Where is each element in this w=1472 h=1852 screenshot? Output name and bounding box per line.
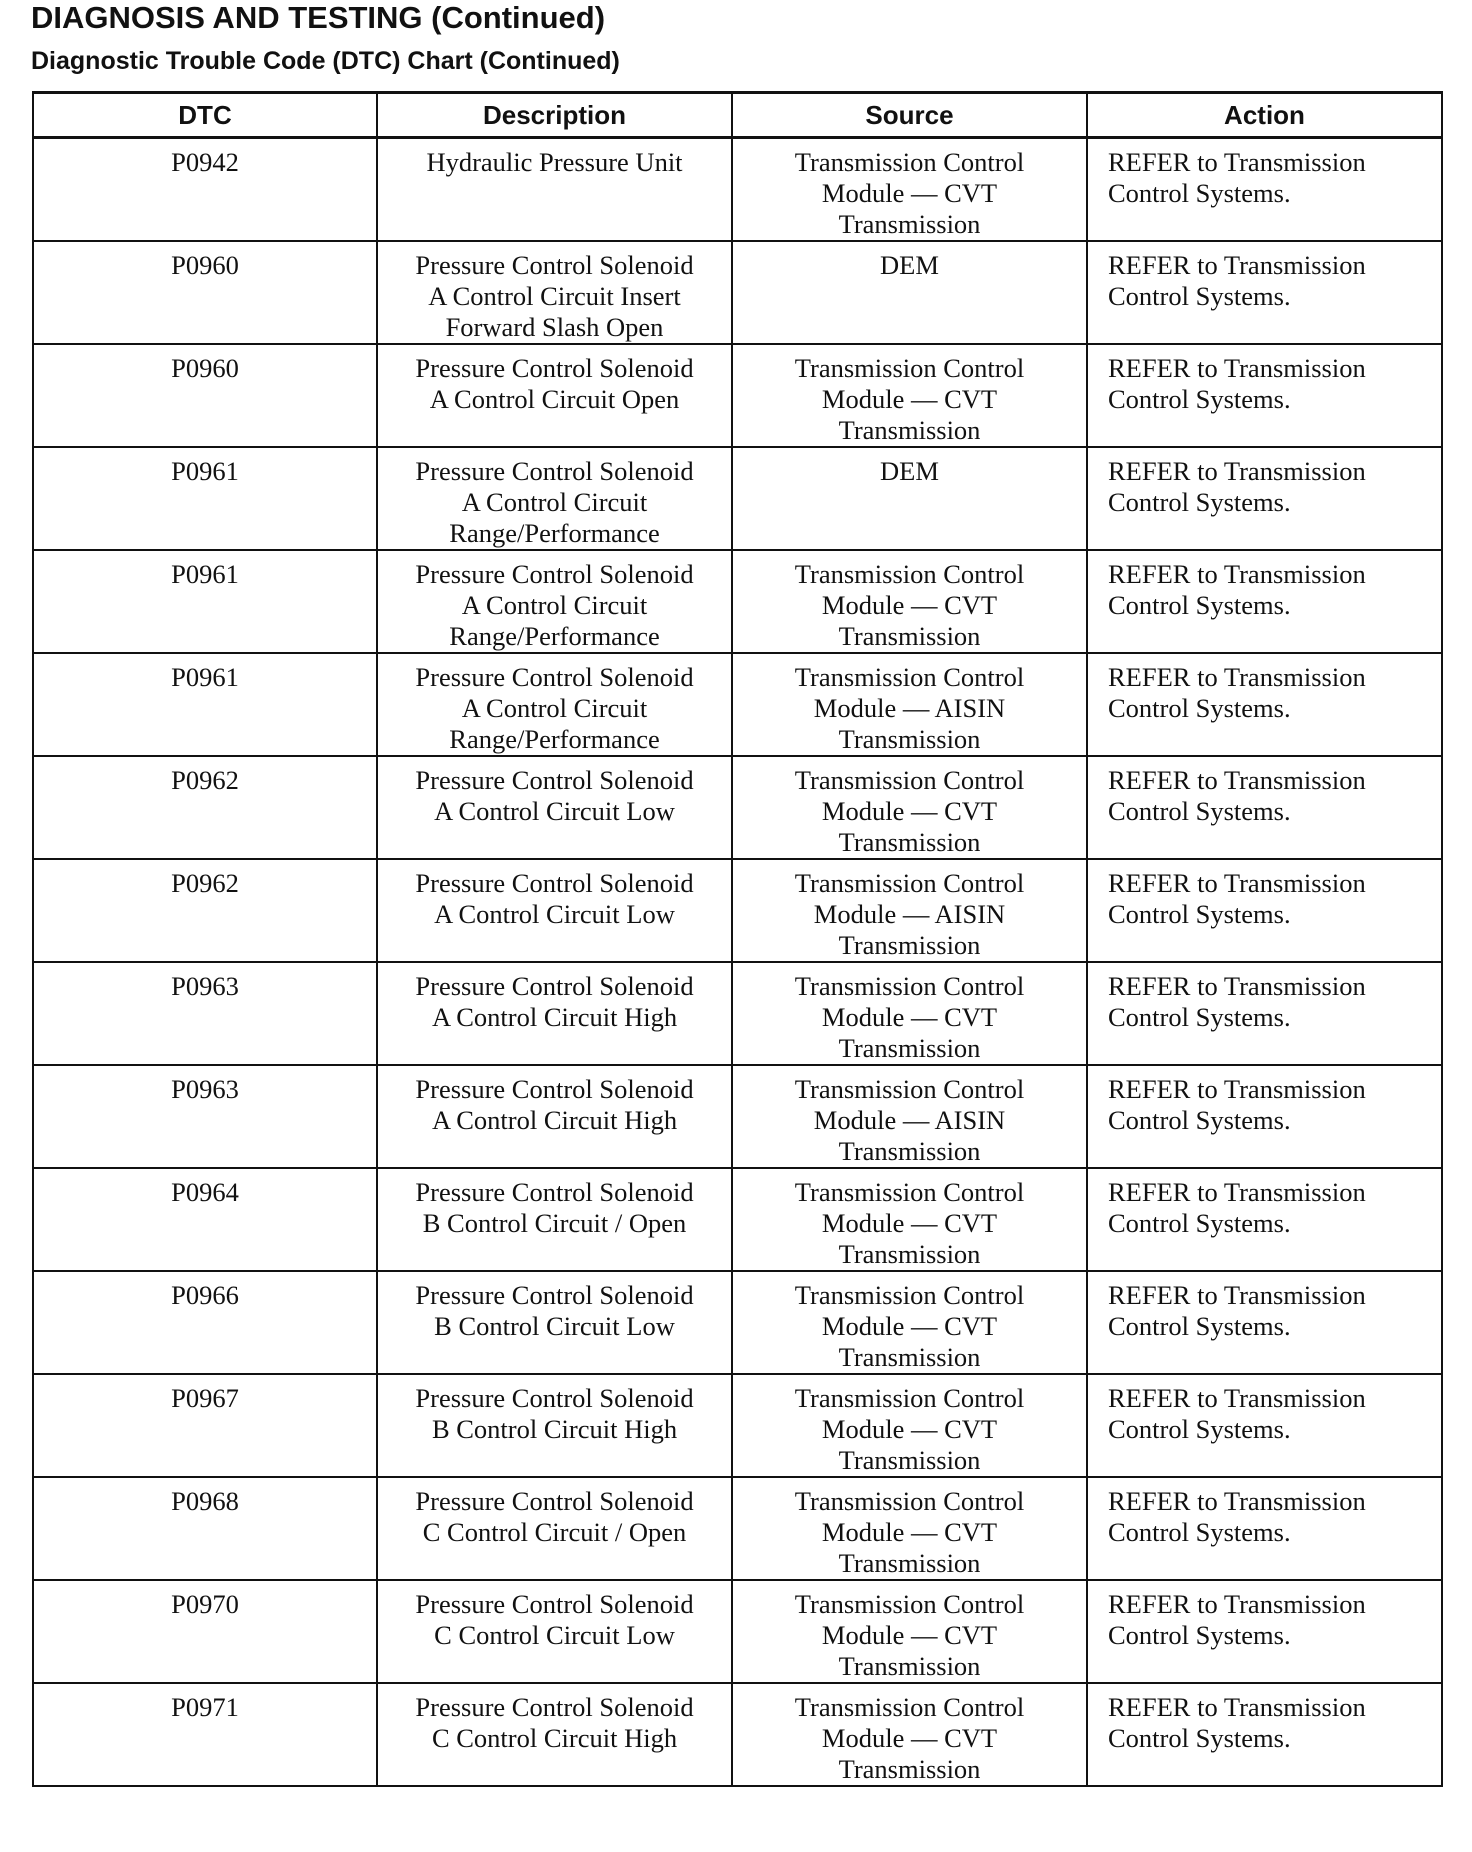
cell-dtc-text: P0961 xyxy=(171,456,239,486)
cell-action xyxy=(1087,550,1442,653)
cell-source xyxy=(732,859,1087,962)
cell-dtc xyxy=(33,1374,377,1477)
cell-source xyxy=(732,1374,1087,1477)
table-row xyxy=(33,138,1442,242)
cell-action-text: REFER to Transmission Control Systems. xyxy=(1108,456,1366,517)
table-row xyxy=(33,241,1442,344)
cell-action-text: REFER to Transmission Control Systems. xyxy=(1108,1177,1366,1238)
cell-action xyxy=(1087,447,1442,550)
column-header-source: Source xyxy=(732,93,1087,138)
cell-dtc xyxy=(33,962,377,1065)
table-header xyxy=(33,93,1442,138)
cell-dtc-text: P0963 xyxy=(171,1074,239,1104)
cell-source xyxy=(732,653,1087,756)
cell-description xyxy=(377,138,732,242)
cell-dtc xyxy=(33,756,377,859)
cell-action xyxy=(1087,859,1442,962)
cell-action-text: REFER to Transmission Control Systems. xyxy=(1108,1692,1366,1753)
cell-action xyxy=(1087,756,1442,859)
cell-description xyxy=(377,859,732,962)
cell-description-text: Pressure Control Solenoid B Control Circuit Low xyxy=(415,1280,694,1341)
cell-description-text: Pressure Control Solenoid A Control Circuit High xyxy=(415,971,694,1032)
cell-action xyxy=(1087,138,1442,242)
cell-action-text: REFER to Transmission Control Systems. xyxy=(1108,1486,1366,1547)
cell-dtc-text: P0961 xyxy=(171,662,239,692)
cell-dtc-text: P0963 xyxy=(171,971,239,1001)
cell-action xyxy=(1087,653,1442,756)
cell-action-text: REFER to Transmission Control Systems. xyxy=(1108,250,1366,311)
cell-source-text: Transmission Control Module — CVT Transmission xyxy=(794,1692,1025,1784)
cell-description-text: Pressure Control Solenoid C Control Circuit Low xyxy=(415,1589,694,1650)
cell-dtc-text: P0962 xyxy=(171,765,239,795)
cell-action xyxy=(1087,344,1442,447)
cell-source-text: Transmission Control Module — CVT Transmission xyxy=(794,147,1025,239)
cell-action xyxy=(1087,241,1442,344)
cell-source xyxy=(732,756,1087,859)
cell-source-text: Transmission Control Module — CVT Transmission xyxy=(794,353,1025,445)
cell-source xyxy=(732,550,1087,653)
column-header-action: Action xyxy=(1087,93,1442,138)
cell-action-text: REFER to Transmission Control Systems. xyxy=(1108,1074,1366,1135)
cell-dtc-text: P0960 xyxy=(171,353,239,383)
table-row xyxy=(33,962,1442,1065)
cell-description-text: Pressure Control Solenoid C Control Circuit High xyxy=(415,1692,694,1753)
cell-source xyxy=(732,241,1087,344)
cell-action-text: REFER to Transmission Control Systems. xyxy=(1108,662,1366,723)
cell-source xyxy=(732,962,1087,1065)
table-row xyxy=(33,1065,1442,1168)
table-row xyxy=(33,447,1442,550)
cell-source xyxy=(732,447,1087,550)
page-title: DIAGNOSIS AND TESTING (Continued) xyxy=(31,0,606,35)
cell-dtc xyxy=(33,138,377,242)
cell-description-text: Hydraulic Pressure Unit xyxy=(426,147,683,177)
cell-source-text: DEM xyxy=(880,250,939,280)
cell-description-text: Pressure Control Solenoid C Control Circuit / Open xyxy=(415,1486,694,1547)
cell-description xyxy=(377,447,732,550)
cell-description-text: Pressure Control Solenoid B Control Circuit / Open xyxy=(415,1177,694,1238)
cell-action-text: REFER to Transmission Control Systems. xyxy=(1108,1589,1366,1650)
cell-source-text: Transmission Control Module — CVT Transmission xyxy=(794,1486,1025,1578)
cell-description-text: Pressure Control Solenoid B Control Circuit High xyxy=(415,1383,694,1444)
cell-dtc-text: P0966 xyxy=(171,1280,239,1310)
table-row xyxy=(33,756,1442,859)
table-row xyxy=(33,550,1442,653)
cell-action xyxy=(1087,1580,1442,1683)
table-row xyxy=(33,1580,1442,1683)
cell-source xyxy=(732,1271,1087,1374)
column-header-description: Description xyxy=(377,93,732,138)
cell-source-text: Transmission Control Module — CVT Transmission xyxy=(794,1383,1025,1475)
cell-dtc xyxy=(33,1683,377,1786)
cell-description xyxy=(377,344,732,447)
cell-action-text: REFER to Transmission Control Systems. xyxy=(1108,1280,1366,1341)
cell-description xyxy=(377,550,732,653)
cell-source xyxy=(732,138,1087,242)
cell-description xyxy=(377,241,732,344)
cell-dtc xyxy=(33,550,377,653)
cell-dtc-text: P0964 xyxy=(171,1177,239,1207)
cell-dtc-text: P0970 xyxy=(171,1589,239,1619)
cell-description-text: Pressure Control Solenoid A Control Circuit Low xyxy=(415,765,694,826)
column-header-dtc: DTC xyxy=(33,93,377,138)
cell-description xyxy=(377,1168,732,1271)
table-row xyxy=(33,1374,1442,1477)
chart-subtitle: Diagnostic Trouble Code (DTC) Chart (Continued) xyxy=(31,47,620,75)
cell-source-text: Transmission Control Module — CVT Transmission xyxy=(794,971,1025,1063)
cell-source xyxy=(732,1683,1087,1786)
cell-description xyxy=(377,1374,732,1477)
cell-action xyxy=(1087,1271,1442,1374)
table-row xyxy=(33,1271,1442,1374)
table-row xyxy=(33,859,1442,962)
cell-description-text: Pressure Control Solenoid A Control Circuit Range/Performance xyxy=(415,559,694,651)
cell-dtc xyxy=(33,653,377,756)
cell-description-text: Pressure Control Solenoid A Control Circuit High xyxy=(415,1074,694,1135)
cell-dtc-text: P0967 xyxy=(171,1383,239,1413)
cell-source xyxy=(732,1580,1087,1683)
cell-dtc xyxy=(33,859,377,962)
table-row xyxy=(33,344,1442,447)
cell-dtc xyxy=(33,1477,377,1580)
cell-action-text: REFER to Transmission Control Systems. xyxy=(1108,971,1366,1032)
cell-source xyxy=(732,1168,1087,1271)
cell-dtc-text: P0961 xyxy=(171,559,239,589)
cell-action xyxy=(1087,1477,1442,1580)
cell-description xyxy=(377,756,732,859)
cell-description-text: Pressure Control Solenoid A Control Circuit Range/Performance xyxy=(415,662,694,754)
cell-description xyxy=(377,653,732,756)
cell-source xyxy=(732,1065,1087,1168)
dtc-table xyxy=(32,91,1443,1787)
table-row xyxy=(33,653,1442,756)
cell-dtc-text: P0960 xyxy=(171,250,239,280)
cell-action-text: REFER to Transmission Control Systems. xyxy=(1108,353,1366,414)
cell-dtc xyxy=(33,241,377,344)
table-row xyxy=(33,1683,1442,1786)
table-row xyxy=(33,1168,1442,1271)
cell-action-text: REFER to Transmission Control Systems. xyxy=(1108,1383,1366,1444)
cell-source-text: Transmission Control Module — CVT Transmission xyxy=(794,1280,1025,1372)
cell-source-text: Transmission Control Module — AISIN Transmission xyxy=(794,662,1025,754)
cell-source-text: DEM xyxy=(880,456,939,486)
table-row xyxy=(33,1477,1442,1580)
cell-action xyxy=(1087,1065,1442,1168)
cell-dtc-text: P0942 xyxy=(171,147,239,177)
cell-description-text: Pressure Control Solenoid A Control Circuit Range/Performance xyxy=(415,456,694,548)
cell-action-text: REFER to Transmission Control Systems. xyxy=(1108,147,1366,208)
cell-description xyxy=(377,1683,732,1786)
cell-action-text: REFER to Transmission Control Systems. xyxy=(1108,868,1366,929)
cell-dtc xyxy=(33,1271,377,1374)
cell-description-text: Pressure Control Solenoid A Control Circuit Open xyxy=(415,353,694,414)
cell-dtc xyxy=(33,447,377,550)
cell-description xyxy=(377,1271,732,1374)
cell-dtc-text: P0968 xyxy=(171,1486,239,1516)
header-row xyxy=(33,93,1442,138)
cell-action xyxy=(1087,962,1442,1065)
table-body xyxy=(33,138,1442,1787)
cell-description xyxy=(377,1580,732,1683)
cell-action xyxy=(1087,1683,1442,1786)
cell-action xyxy=(1087,1374,1442,1477)
cell-source xyxy=(732,344,1087,447)
cell-description xyxy=(377,1477,732,1580)
cell-description xyxy=(377,962,732,1065)
cell-source xyxy=(732,1477,1087,1580)
cell-action-text: REFER to Transmission Control Systems. xyxy=(1108,765,1366,826)
cell-action-text: REFER to Transmission Control Systems. xyxy=(1108,559,1366,620)
cell-dtc xyxy=(33,1580,377,1683)
cell-description-text: Pressure Control Solenoid A Control Circuit Insert Forward Slash Open xyxy=(415,250,694,342)
cell-dtc xyxy=(33,344,377,447)
cell-dtc-text: P0962 xyxy=(171,868,239,898)
cell-source-text: Transmission Control Module — CVT Transmission xyxy=(794,1589,1025,1681)
cell-source-text: Transmission Control Module — AISIN Transmission xyxy=(794,868,1025,960)
cell-action xyxy=(1087,1168,1442,1271)
cell-source-text: Transmission Control Module — CVT Transmission xyxy=(794,559,1025,651)
cell-source-text: Transmission Control Module — CVT Transmission xyxy=(794,765,1025,857)
cell-source-text: Transmission Control Module — AISIN Transmission xyxy=(794,1074,1025,1166)
cell-source-text: Transmission Control Module — CVT Transmission xyxy=(794,1177,1025,1269)
cell-dtc xyxy=(33,1065,377,1168)
cell-description xyxy=(377,1065,732,1168)
cell-dtc-text: P0971 xyxy=(171,1692,239,1722)
cell-description-text: Pressure Control Solenoid A Control Circuit Low xyxy=(415,868,694,929)
cell-dtc xyxy=(33,1168,377,1271)
